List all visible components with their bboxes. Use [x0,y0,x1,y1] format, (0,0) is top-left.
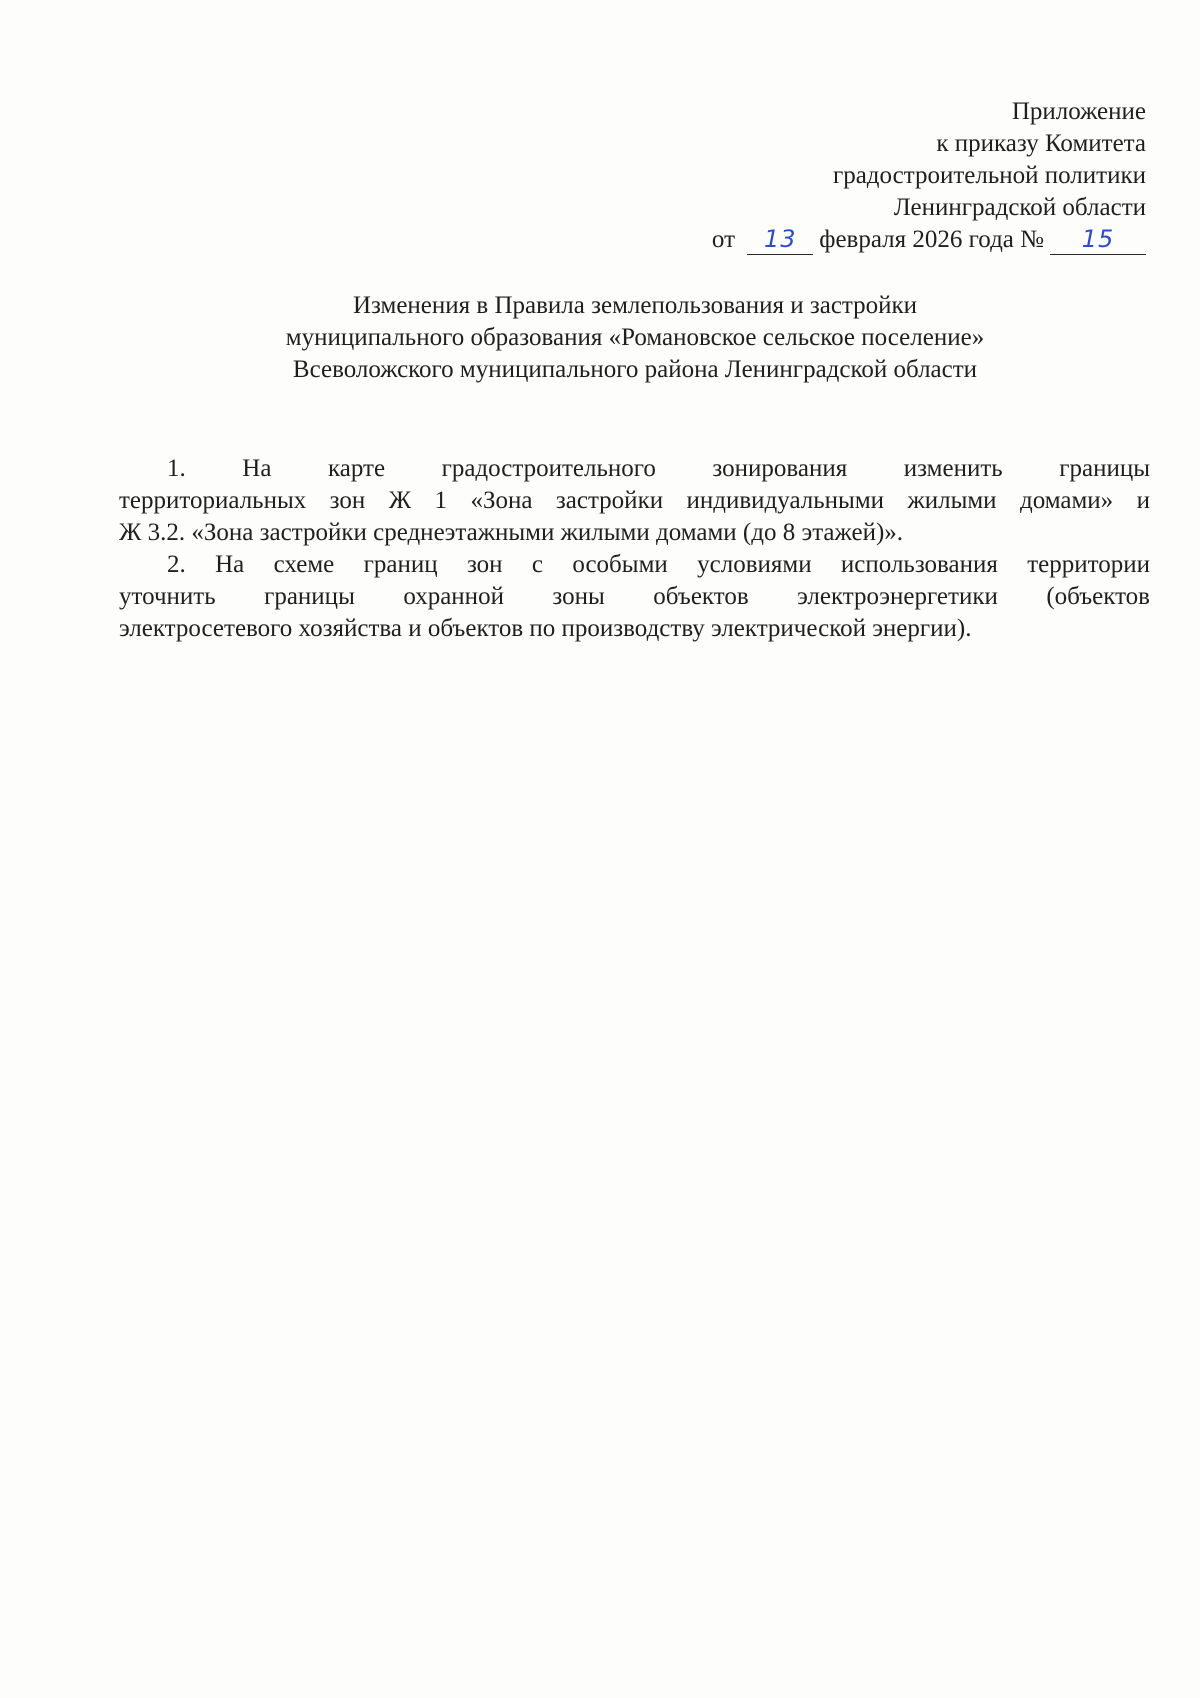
paragraph-line: территориальных зон Ж 1 «Зона застройки индивидуальными жилыми домами» и [119,487,1150,514]
appendix-line: Приложение [1011,98,1146,125]
handwritten-number: 15 [1081,225,1115,253]
list-item [119,453,1150,549]
appendix-line: к приказу Комитета [936,130,1146,157]
list-item [119,549,1150,645]
order-date-line [626,224,1146,256]
date-prefix: от [711,226,736,253]
day-blank [747,226,813,255]
appendix-header [626,96,1146,256]
handwritten-day: 13 [763,225,797,253]
title-line: Всеволожского муниципального района Ленинградской области [292,356,978,383]
number-blank [1050,226,1146,255]
paragraph-line: 2. На схеме границ зон с особыми условиями использования территории [167,551,1150,578]
paragraph-line: электросетевого хозяйства и объектов по производству электрической энергии). [119,615,972,642]
appendix-line: Ленинградской области [893,194,1146,221]
paragraph-line: уточнить границы охранной зоны объектов электроэнергетики (объектов [119,583,1150,610]
document-body [119,453,1150,645]
appendix-line: градостроительной политики [832,162,1146,189]
title-line: муниципального образования «Романовское сельское поселение» [285,324,985,351]
paragraph-line: Ж 3.2. «Зона застройки среднеэтажными жилыми домами (до 8 этажей)». [119,519,904,546]
paragraph-line: 1. На карте градостроительного зонирования изменить границы [167,455,1150,482]
date-middle: февраля 2026 года № [819,226,1044,253]
document-title [120,290,1150,386]
title-line: Изменения в Правила землепользования и застройки [352,292,918,319]
